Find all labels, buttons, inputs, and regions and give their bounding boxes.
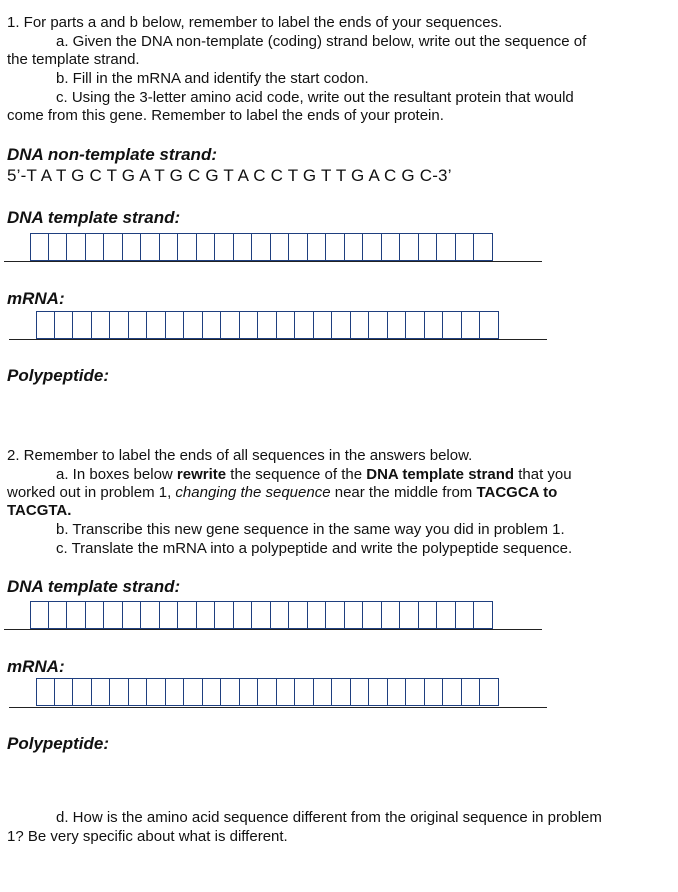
template-boxes-2 [30, 601, 493, 629]
template-box[interactable] [271, 601, 290, 629]
template-box[interactable] [141, 601, 160, 629]
q2-part-d-line1: d. How is the amino acid sequence different from the original sequence in problem [56, 809, 602, 826]
mrna-box[interactable] [55, 678, 74, 706]
q1-part-b: b. Fill in the mRNA and identify the start codon. [56, 70, 369, 87]
mrna-box[interactable] [221, 311, 240, 339]
mrna-box[interactable] [110, 311, 129, 339]
mrna-box[interactable] [314, 311, 333, 339]
template-box[interactable] [67, 233, 86, 261]
q2-intro: 2. Remember to label the ends of all sequences in the answers below. [7, 447, 473, 464]
template-box[interactable] [234, 601, 253, 629]
mrna-box[interactable] [369, 311, 388, 339]
mrna-box[interactable] [332, 678, 351, 706]
q2-part-a-line3: TACGTA. [7, 502, 72, 519]
mrna-box[interactable] [406, 678, 425, 706]
mrna-box[interactable] [36, 678, 55, 706]
template-box[interactable] [67, 601, 86, 629]
mrna-box[interactable] [295, 678, 314, 706]
q1-part-c-line1: c. Using the 3-letter amino acid code, write out the resultant protein that would [56, 89, 574, 106]
template-answer-line-2 [4, 629, 542, 630]
q1-part-c-line2: come from this gene. Remember to label the ends of your protein. [7, 107, 444, 124]
mrna-box[interactable] [166, 678, 185, 706]
mrna-box[interactable] [480, 678, 499, 706]
mrna-heading-2: mRNA: [7, 657, 65, 676]
template-box[interactable] [289, 233, 308, 261]
mrna-box[interactable] [480, 311, 499, 339]
mrna-box[interactable] [332, 311, 351, 339]
template-box[interactable] [30, 233, 49, 261]
mrna-box[interactable] [369, 678, 388, 706]
mrna-box[interactable] [92, 311, 111, 339]
mrna-box[interactable] [184, 678, 203, 706]
mrna-box[interactable] [221, 678, 240, 706]
mrna-box[interactable] [462, 311, 481, 339]
mrna-box[interactable] [406, 311, 425, 339]
template-answer-line-1 [4, 261, 542, 262]
template-box[interactable] [160, 233, 179, 261]
mrna-box[interactable] [443, 678, 462, 706]
mrna-heading-1: mRNA: [7, 289, 65, 308]
template-box[interactable] [123, 601, 142, 629]
template-box[interactable] [474, 233, 493, 261]
template-box[interactable] [49, 233, 68, 261]
mrna-answer-line-2 [9, 707, 547, 708]
mrna-box[interactable] [147, 678, 166, 706]
template-box[interactable] [400, 601, 419, 629]
template-box[interactable] [252, 601, 271, 629]
template-box[interactable] [86, 233, 105, 261]
mrna-box[interactable] [462, 678, 481, 706]
mrna-box[interactable] [203, 678, 222, 706]
mrna-box[interactable] [388, 311, 407, 339]
template-box[interactable] [363, 601, 382, 629]
template-box[interactable] [178, 233, 197, 261]
template-box[interactable] [104, 601, 123, 629]
template-box[interactable] [382, 601, 401, 629]
template-box[interactable] [382, 233, 401, 261]
mrna-box[interactable] [55, 311, 74, 339]
mrna-box[interactable] [277, 311, 296, 339]
template-box[interactable] [289, 601, 308, 629]
template-box[interactable] [234, 233, 253, 261]
template-heading-1: DNA template strand: [7, 208, 181, 227]
mrna-box[interactable] [425, 311, 444, 339]
template-box[interactable] [437, 601, 456, 629]
template-box[interactable] [49, 601, 68, 629]
q1-intro: 1. For parts a and b below, remember to label the ends of your sequences. [7, 14, 503, 31]
template-box[interactable] [419, 601, 438, 629]
template-box[interactable] [197, 601, 216, 629]
template-box[interactable] [252, 233, 271, 261]
q1-part-a-line1: a. Given the DNA non-template (coding) strand below, write out the sequence of [56, 33, 587, 50]
mrna-box[interactable] [147, 311, 166, 339]
template-box[interactable] [437, 233, 456, 261]
mrna-box[interactable] [277, 678, 296, 706]
template-box[interactable] [215, 601, 234, 629]
mrna-box[interactable] [129, 311, 148, 339]
template-box[interactable] [215, 233, 234, 261]
polypeptide-heading-2: Polypeptide: [7, 734, 110, 753]
q2-part-c: c. Translate the mRNA into a polypeptide and write the polypeptide sequence. [56, 540, 573, 557]
template-box[interactable] [456, 601, 475, 629]
template-box[interactable] [197, 233, 216, 261]
mrna-box[interactable] [166, 311, 185, 339]
q2-part-a-line1: a. In boxes below rewrite the sequence of the DNA template strand that you [56, 466, 572, 483]
nontemplate-sequence: 5’-T A T G C T G A T G C G T A C C T G T T G A C G C-3’ [7, 166, 452, 185]
q2-part-d-line2: 1? Be very specific about what is different. [7, 828, 288, 845]
template-box[interactable] [160, 601, 179, 629]
template-box[interactable] [474, 601, 493, 629]
mrna-box[interactable] [129, 678, 148, 706]
polypeptide-heading-1: Polypeptide: [7, 366, 110, 385]
nontemplate-heading: DNA non-template strand: [7, 145, 217, 164]
template-box[interactable] [271, 233, 290, 261]
template-box[interactable] [345, 601, 364, 629]
template-box[interactable] [308, 233, 327, 261]
mrna-box[interactable] [240, 311, 259, 339]
template-box[interactable] [86, 601, 105, 629]
mrna-boxes-1 [36, 311, 499, 339]
q2-part-a-line2: worked out in problem 1, changing the sequence near the middle from TACGCA to [7, 484, 558, 501]
template-box[interactable] [419, 233, 438, 261]
template-box[interactable] [400, 233, 419, 261]
q1-part-a-line2: the template strand. [7, 51, 140, 68]
mrna-box[interactable] [203, 311, 222, 339]
template-box[interactable] [326, 601, 345, 629]
template-box[interactable] [30, 601, 49, 629]
q2-part-b: b. Transcribe this new gene sequence in the same way you did in problem 1. [56, 521, 565, 538]
mrna-box[interactable] [92, 678, 111, 706]
template-boxes-1 [30, 233, 493, 261]
mrna-box[interactable] [351, 311, 370, 339]
template-box[interactable] [123, 233, 142, 261]
template-box[interactable] [104, 233, 123, 261]
mrna-box[interactable] [258, 311, 277, 339]
template-box[interactable] [178, 601, 197, 629]
mrna-box[interactable] [73, 311, 92, 339]
mrna-box[interactable] [110, 678, 129, 706]
mrna-box[interactable] [36, 311, 55, 339]
mrna-box[interactable] [295, 311, 314, 339]
mrna-box[interactable] [351, 678, 370, 706]
template-box[interactable] [308, 601, 327, 629]
template-box[interactable] [456, 233, 475, 261]
template-heading-2: DNA template strand: [7, 577, 181, 596]
mrna-box[interactable] [443, 311, 462, 339]
template-box[interactable] [326, 233, 345, 261]
mrna-box[interactable] [314, 678, 333, 706]
template-box[interactable] [345, 233, 364, 261]
mrna-box[interactable] [425, 678, 444, 706]
mrna-box[interactable] [388, 678, 407, 706]
mrna-answer-line-1 [9, 339, 547, 340]
template-box[interactable] [141, 233, 160, 261]
mrna-box[interactable] [73, 678, 92, 706]
mrna-boxes-2 [36, 678, 499, 706]
mrna-box[interactable] [258, 678, 277, 706]
mrna-box[interactable] [240, 678, 259, 706]
template-box[interactable] [363, 233, 382, 261]
mrna-box[interactable] [184, 311, 203, 339]
